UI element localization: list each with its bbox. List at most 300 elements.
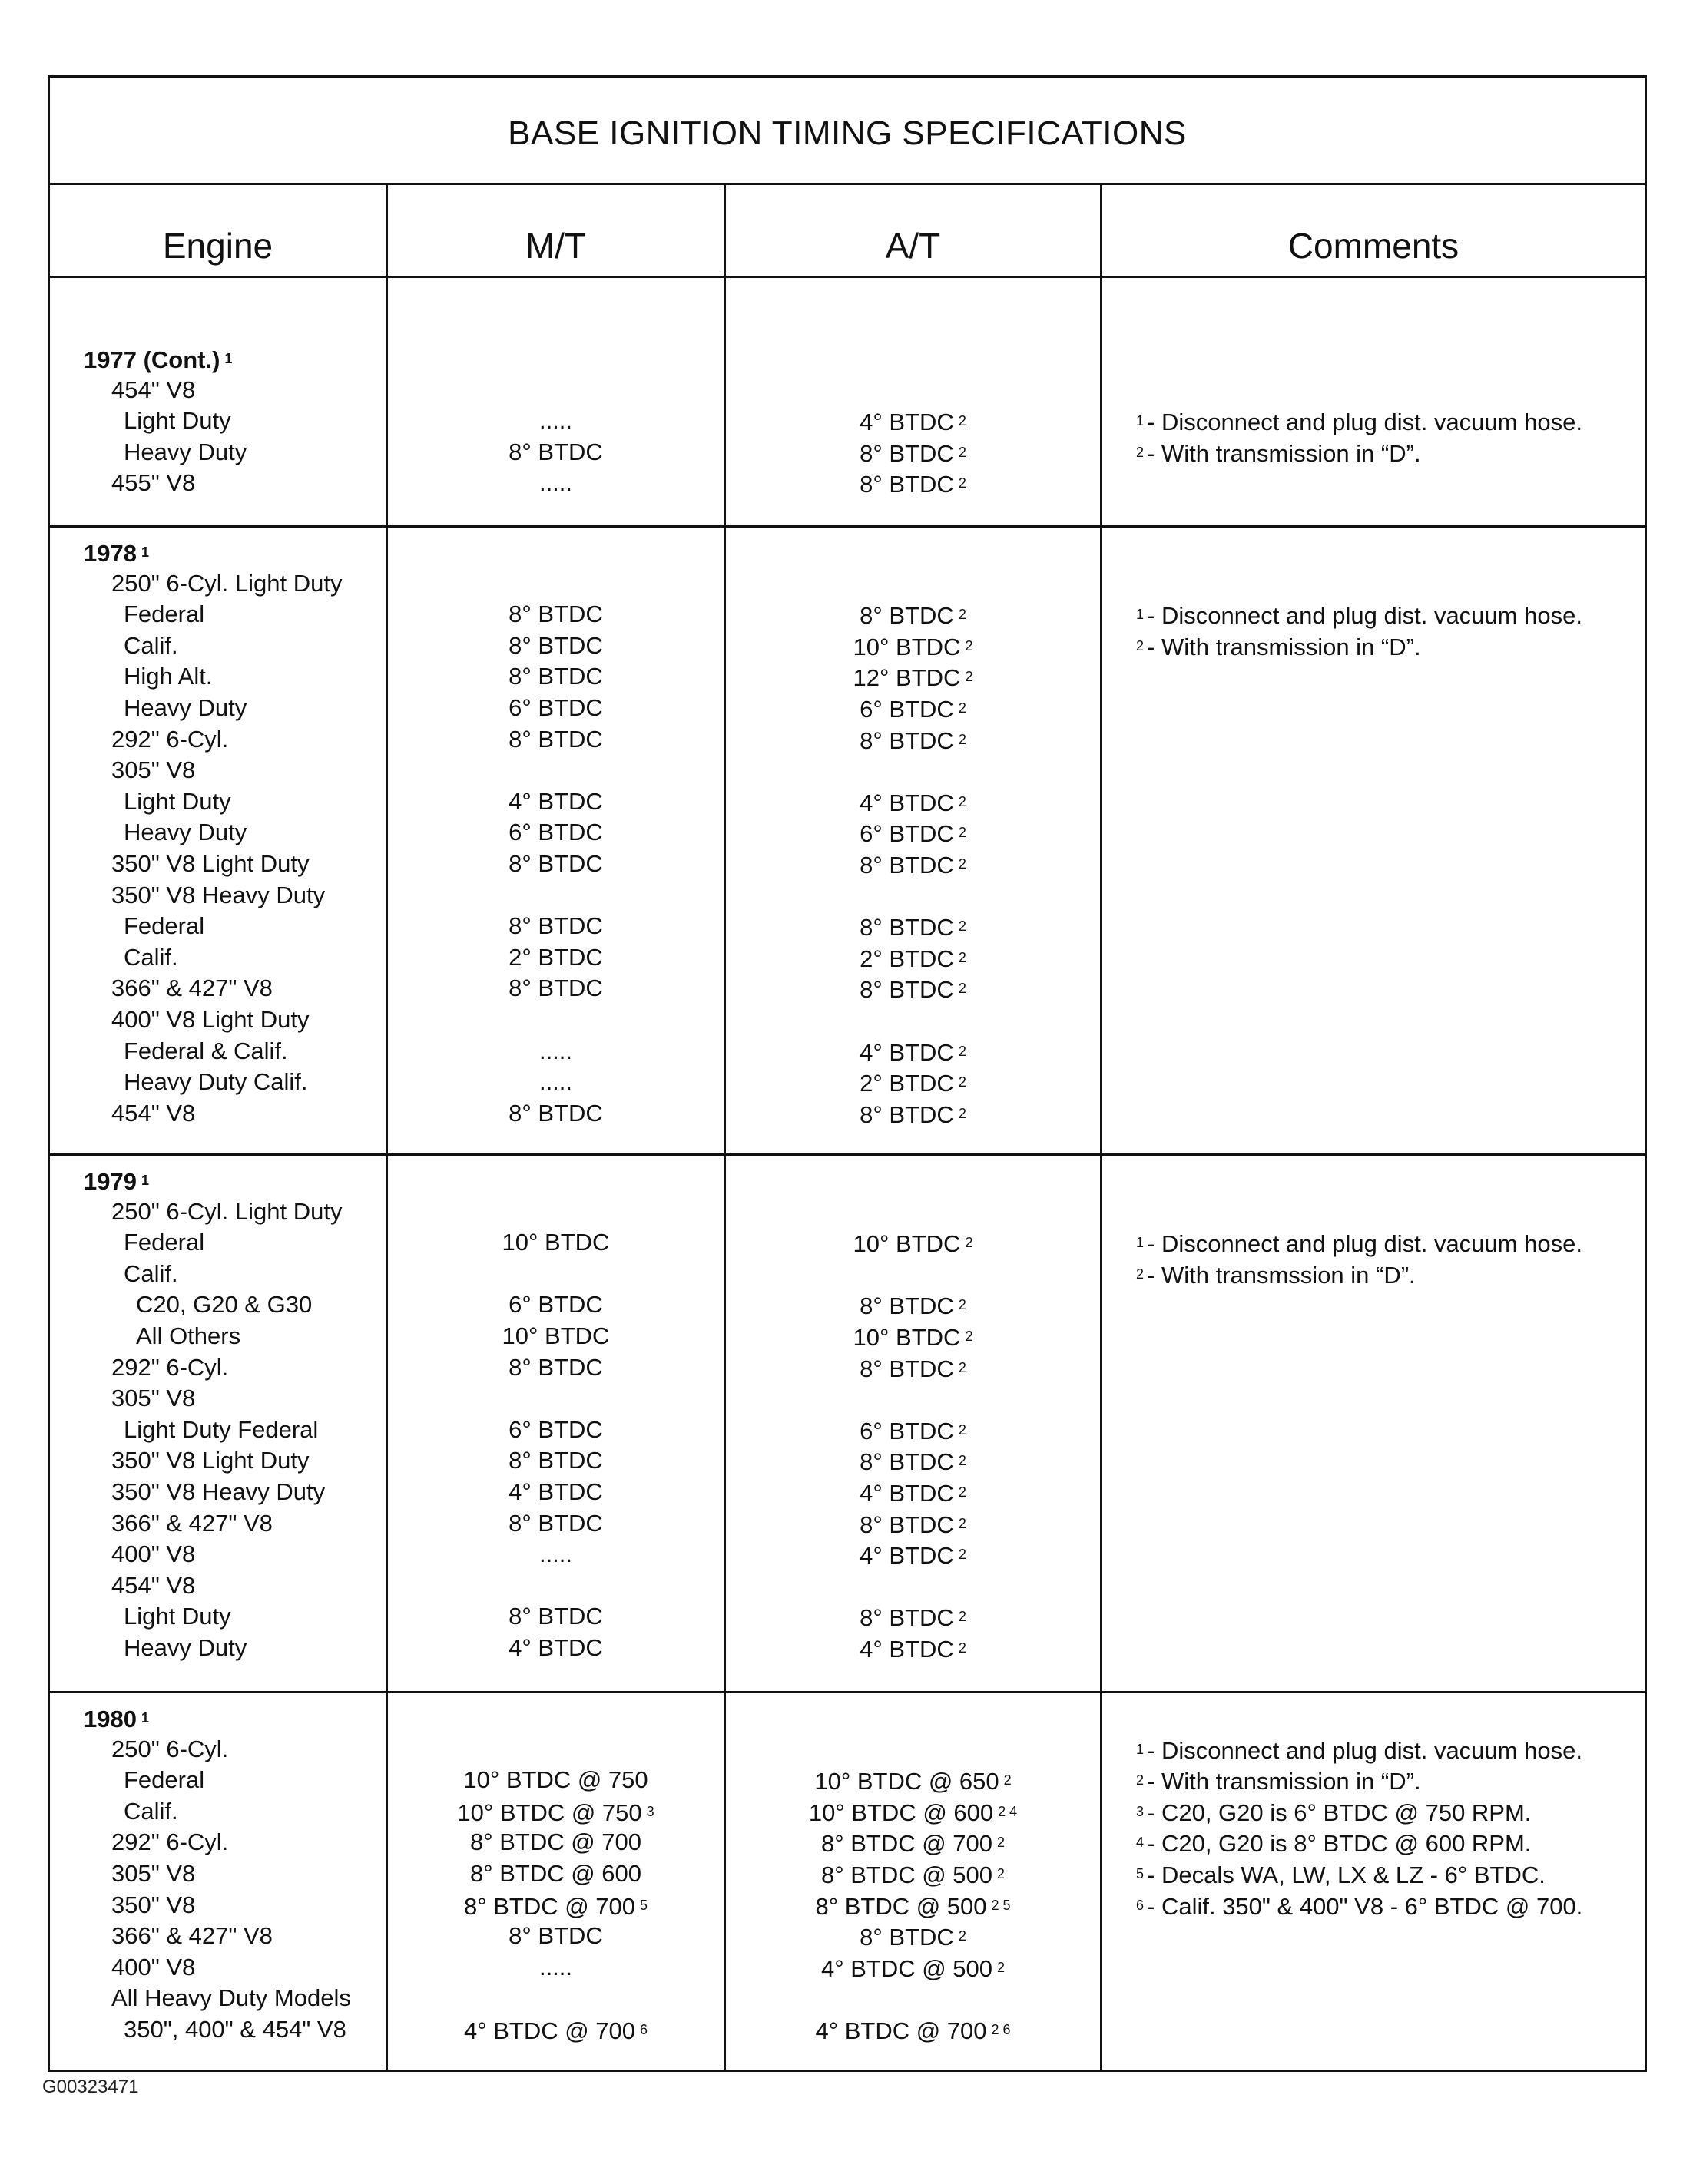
- header-mt: M/T: [388, 185, 726, 276]
- engine-label: [50, 1858, 386, 1890]
- engine-column: [50, 278, 388, 525]
- engine-label-text: Federal & Calif.: [124, 1037, 288, 1064]
- engine-label-text: Calif.: [124, 631, 178, 659]
- at-value: [726, 2014, 1100, 2046]
- at-value-text: 8° BTDC: [860, 1100, 954, 1128]
- at-value: [726, 1508, 1100, 1540]
- at-value: [726, 1445, 1100, 1477]
- engine-label: [50, 1383, 386, 1415]
- mt-value-text: .....: [538, 407, 573, 435]
- spacer: [1102, 1196, 1645, 1228]
- footnote-marker: 2: [958, 855, 966, 872]
- engine-label-text: 454" V8: [111, 1099, 196, 1127]
- engine-label-text: 305" V8: [111, 756, 196, 784]
- engine-label: [50, 375, 386, 406]
- mt-value: [388, 468, 724, 499]
- footnote-number: 1: [1136, 1235, 1145, 1251]
- footnote-marker: 2: [958, 1640, 966, 1656]
- at-value-text: 8° BTDC: [860, 1924, 954, 1951]
- footnote: [1102, 1765, 1645, 1796]
- mt-value: [388, 1508, 724, 1540]
- at-value: [726, 1415, 1100, 1446]
- mt-value: [388, 1952, 724, 1984]
- footnote-text: - With transmission in “D”.: [1147, 439, 1421, 467]
- at-value-text: 8° BTDC: [860, 1511, 954, 1538]
- engine-label-text: Light Duty: [124, 787, 231, 815]
- mt-value-text: 10° BTDC @ 750: [457, 1798, 642, 1826]
- at-value-text: 10° BTDC: [853, 1230, 961, 1258]
- at-value: [726, 693, 1100, 724]
- engine-label-text: Federal: [124, 1229, 205, 1256]
- footnote-marker: 2: [965, 669, 973, 685]
- at-value-text: 4° BTDC @ 500: [820, 1954, 993, 1982]
- year-heading: [50, 343, 386, 375]
- mt-value: [388, 1289, 724, 1321]
- mt-value-text: .....: [538, 1068, 573, 1096]
- engine-column: [50, 528, 388, 1153]
- engine-label-text: Calif.: [124, 1797, 178, 1825]
- engine-label: [50, 1539, 386, 1570]
- at-value-text: 8° BTDC: [860, 726, 954, 754]
- at-value: [726, 1383, 1100, 1415]
- footnote-marker: 3: [646, 1803, 654, 1819]
- engine-label: [50, 1477, 386, 1508]
- mt-value: [388, 343, 724, 375]
- footnote-marker: 2: [965, 1328, 973, 1344]
- engine-label-text: Federal: [124, 1766, 205, 1794]
- at-value-text: 10° BTDC @ 600: [808, 1798, 994, 1826]
- engine-label-text: 350" V8 Light Duty: [111, 1447, 310, 1474]
- at-value-text: 10° BTDC @ 650: [814, 1768, 999, 1795]
- mt-value: [388, 1036, 724, 1067]
- engine-label-text: Calif.: [124, 943, 178, 971]
- mt-value-text: 4° BTDC @ 700: [463, 2017, 636, 2044]
- at-value-text: 8° BTDC: [860, 1448, 954, 1476]
- at-value-text: 8° BTDC @ 500: [815, 1892, 987, 1920]
- at-value: [726, 880, 1100, 912]
- mt-value-text: 6° BTDC: [509, 1291, 603, 1319]
- engine-label-text: Federal: [124, 601, 205, 628]
- footnote-number: 2: [1136, 444, 1145, 460]
- engine-label-text: All Others: [136, 1322, 241, 1349]
- engine-label: [50, 1827, 386, 1858]
- at-value: [726, 1601, 1100, 1633]
- at-value-text: 8° BTDC: [860, 851, 954, 879]
- year-section: [50, 278, 1645, 528]
- mt-value-text: 4° BTDC: [509, 1633, 603, 1661]
- footnote-number: 2: [1136, 637, 1145, 654]
- engine-label-text: 292" 6-Cyl.: [111, 1828, 229, 1856]
- engine-label: [50, 2014, 386, 2046]
- at-value: [726, 1796, 1100, 1828]
- mt-value: [388, 1227, 724, 1259]
- engine-label: [50, 630, 386, 662]
- mt-value: [388, 1196, 724, 1228]
- at-value-text: 8° BTDC: [860, 1355, 954, 1382]
- engine-label-text: 366" & 427" V8: [111, 975, 273, 1002]
- at-value-text: 6° BTDC: [860, 695, 954, 723]
- at-value-text: 8° BTDC: [860, 439, 954, 467]
- engine-label: [50, 1415, 386, 1446]
- at-value-text: 4° BTDC: [860, 789, 954, 816]
- footnote: [1102, 630, 1645, 662]
- figure-code: G00323471: [42, 2076, 139, 2097]
- footnote-marker: 2 4: [998, 1803, 1018, 1819]
- engine-label: [50, 1765, 386, 1796]
- engine-label-text: Light Duty: [124, 407, 231, 435]
- engine-label-text: 250" 6-Cyl. Light Duty: [111, 569, 343, 597]
- mt-value: [388, 1703, 724, 1734]
- mt-value: [388, 661, 724, 693]
- mt-value: [388, 2014, 724, 2046]
- footnote: [1102, 1890, 1645, 1921]
- mt-value-text: 8° BTDC: [509, 975, 603, 1002]
- at-value: [726, 1067, 1100, 1098]
- footnote-marker: 2 5: [991, 1897, 1011, 1913]
- mt-value: [388, 568, 724, 600]
- mt-value: [388, 973, 724, 1004]
- spacer: [1102, 343, 1645, 375]
- mt-value-text: 6° BTDC: [509, 819, 603, 846]
- mt-column: [388, 528, 726, 1153]
- mt-value: [388, 1734, 724, 1765]
- engine-label: [50, 849, 386, 880]
- at-value-text: 6° BTDC: [860, 1417, 954, 1444]
- mt-value: [388, 1601, 724, 1633]
- engine-label-text: High Alt.: [124, 663, 213, 690]
- footnote-marker: 2: [958, 981, 966, 997]
- at-value: [726, 1734, 1100, 1765]
- at-value-text: 8° BTDC @ 500: [820, 1861, 993, 1888]
- mt-value-text: 8° BTDC: [509, 601, 603, 628]
- engine-label-text: 350", 400" & 454" V8: [124, 2015, 346, 2043]
- header-comments: Comments: [1287, 226, 1459, 266]
- comments-column: [1102, 1693, 1645, 2070]
- at-column: [726, 1693, 1102, 2070]
- footnote-number: 1: [1136, 1741, 1145, 1757]
- mt-value: [388, 1165, 724, 1196]
- at-value: [726, 1352, 1100, 1384]
- engine-label-text: 400" V8 Light Duty: [111, 1005, 310, 1033]
- engine-label: [50, 1098, 386, 1130]
- footnote-marker: 2: [958, 1043, 966, 1059]
- mt-value-text: 8° BTDC @ 600: [469, 1859, 642, 1887]
- engine-label-text: 400" V8: [111, 1953, 196, 1980]
- engine-label: [50, 1983, 386, 2014]
- mt-value: [388, 1352, 724, 1384]
- at-value-text: 10° BTDC: [853, 1323, 961, 1351]
- at-value: [726, 1983, 1100, 2014]
- at-value: [726, 817, 1100, 849]
- at-column: [726, 1156, 1102, 1691]
- mt-value: [388, 1983, 724, 2014]
- footnote: [1102, 1827, 1645, 1858]
- engine-label: [50, 1890, 386, 1921]
- footnote-marker: 2: [958, 1421, 966, 1438]
- at-value-text: 6° BTDC: [860, 820, 954, 848]
- footnote: [1102, 599, 1645, 630]
- at-value: [726, 911, 1100, 942]
- mt-value: [388, 437, 724, 468]
- at-value: [726, 1036, 1100, 1067]
- footnote: [1102, 1796, 1645, 1828]
- footnote: [1102, 1259, 1645, 1290]
- mt-value-text: .....: [538, 1037, 573, 1064]
- comments-column: [1102, 1156, 1645, 1691]
- at-column: [726, 528, 1102, 1153]
- mt-value-text: 8° BTDC: [509, 631, 603, 659]
- engine-label-text: Heavy Duty: [124, 819, 247, 846]
- footnote-marker: 2: [1003, 1772, 1012, 1789]
- at-value-text: 2° BTDC: [860, 1070, 954, 1097]
- footnote-number: 6: [1136, 1897, 1145, 1913]
- footnote-marker: 2: [958, 444, 966, 460]
- at-value: [726, 1890, 1100, 1921]
- engine-label: [50, 1067, 386, 1098]
- engine-label: [50, 1259, 386, 1290]
- mt-value-text: 8° BTDC @ 700: [469, 1828, 642, 1856]
- at-value: [726, 786, 1100, 818]
- footnote-number: 2: [1136, 1266, 1145, 1282]
- timing-spec-table: [48, 75, 1647, 2072]
- footnote-number: 3: [1136, 1803, 1145, 1819]
- engine-label: [50, 1734, 386, 1765]
- mt-value: [388, 1827, 724, 1858]
- footnote-marker: 2: [958, 949, 966, 965]
- header-at: A/T: [726, 185, 1102, 276]
- at-value: [726, 1952, 1100, 1984]
- at-value: [726, 1098, 1100, 1130]
- mt-value-text: 8° BTDC: [509, 912, 603, 940]
- footnote-marker: 2: [958, 1105, 966, 1121]
- at-value: [726, 942, 1100, 974]
- engine-label-text: 305" V8: [111, 1859, 196, 1887]
- mt-value: [388, 1321, 724, 1352]
- footnote-marker: 2: [958, 1453, 966, 1469]
- year-section: [50, 528, 1645, 1156]
- mt-value-text: 10° BTDC: [502, 1229, 610, 1256]
- footnote: [1102, 437, 1645, 468]
- footnote-text: - Calif. 350" & 400" V8 - 6° BTDC @ 700.: [1147, 1892, 1583, 1920]
- year-heading-text: 1977 (Cont.): [84, 346, 220, 373]
- mt-value: [388, 1633, 724, 1664]
- at-value: [726, 1703, 1100, 1734]
- at-value: [726, 1921, 1100, 1952]
- at-column: [726, 278, 1102, 525]
- engine-label: [50, 1601, 386, 1633]
- year-heading: [50, 1703, 386, 1734]
- footnote-number: 1: [1136, 413, 1145, 429]
- spacer: [1102, 375, 1645, 406]
- engine-label: [50, 973, 386, 1004]
- mt-value-text: 8° BTDC: [509, 1447, 603, 1474]
- mt-value: [388, 405, 724, 437]
- mt-value: [388, 1383, 724, 1415]
- footnote-text: - C20, G20 is 8° BTDC @ 600 RPM.: [1147, 1830, 1532, 1858]
- footnote-marker: 2: [997, 1959, 1006, 1975]
- year-heading: [50, 537, 386, 568]
- footnote-marker: 1: [141, 544, 149, 560]
- mt-value-text: 4° BTDC: [509, 787, 603, 815]
- at-value-text: 4° BTDC: [860, 1038, 954, 1066]
- at-value-text: 8° BTDC: [860, 602, 954, 630]
- mt-value: [388, 1004, 724, 1036]
- footnote-number: 2: [1136, 1772, 1145, 1789]
- engine-label: [50, 1004, 386, 1036]
- engine-label: [50, 1321, 386, 1352]
- engine-label-text: 350" V8: [111, 1891, 196, 1918]
- spacer: [1102, 1703, 1645, 1734]
- engine-label-text: 366" & 427" V8: [111, 1922, 273, 1950]
- footnote-marker: 2: [958, 793, 966, 809]
- engine-label-text: Federal: [124, 912, 205, 940]
- mt-value-text: 4° BTDC: [509, 1478, 603, 1505]
- footnote-number: 1: [1136, 607, 1145, 623]
- footnote: [1102, 1227, 1645, 1259]
- footnote: [1102, 1858, 1645, 1890]
- spacer: [1102, 1165, 1645, 1196]
- footnote: [1102, 1734, 1645, 1765]
- at-value-text: 8° BTDC: [860, 471, 954, 498]
- footnote-marker: 2: [965, 1235, 973, 1251]
- engine-label: [50, 568, 386, 600]
- footnote-marker: 2: [958, 607, 966, 623]
- mt-value: [388, 1796, 724, 1828]
- footnote-marker: 1: [141, 1710, 149, 1726]
- engine-label: [50, 817, 386, 849]
- mt-value: [388, 942, 724, 974]
- mt-value: [388, 375, 724, 406]
- mt-value: [388, 630, 724, 662]
- at-value: [726, 568, 1100, 600]
- engine-label-text: 292" 6-Cyl.: [111, 1353, 229, 1381]
- mt-value: [388, 1921, 724, 1952]
- mt-value-text: .....: [538, 469, 573, 497]
- engine-label-text: 250" 6-Cyl.: [111, 1735, 229, 1762]
- mt-value: [388, 1477, 724, 1508]
- mt-value-text: 8° BTDC: [509, 438, 603, 465]
- at-value: [726, 375, 1100, 406]
- at-value-text: 4° BTDC: [860, 1542, 954, 1570]
- mt-value-text: 8° BTDC: [509, 725, 603, 753]
- engine-label-text: 305" V8: [111, 1385, 196, 1412]
- engine-label-text: Heavy Duty: [124, 1633, 247, 1661]
- footnote-marker: 2: [958, 1484, 966, 1500]
- engine-label-text: 350" V8 Light Duty: [111, 849, 310, 877]
- engine-label: [50, 1921, 386, 1952]
- at-value: [726, 537, 1100, 568]
- engine-label: [50, 468, 386, 499]
- engine-label-text: 250" 6-Cyl. Light Duty: [111, 1197, 343, 1225]
- footnote-marker: 2: [958, 1609, 966, 1625]
- engine-label-text: 455" V8: [111, 469, 196, 497]
- footnote-marker: 1: [224, 351, 233, 366]
- footnote-marker: 2: [958, 413, 966, 429]
- engine-label-text: Heavy Duty Calif.: [124, 1068, 308, 1096]
- at-value-text: 8° BTDC: [860, 1604, 954, 1632]
- comments-column: [1102, 278, 1645, 525]
- header-engine: Engine: [50, 185, 388, 276]
- footnote-marker: 2: [997, 1835, 1006, 1851]
- mt-value: [388, 724, 724, 756]
- mt-column: [388, 278, 726, 525]
- at-value: [726, 1539, 1100, 1570]
- footnote-marker: 2: [997, 1865, 1006, 1881]
- footnote-marker: 2: [958, 1297, 966, 1313]
- at-value: [726, 1633, 1100, 1664]
- at-value: [726, 1765, 1100, 1796]
- at-value: [726, 724, 1100, 756]
- footnote-marker: 2 6: [991, 2021, 1011, 2037]
- mt-value-text: 8° BTDC: [509, 1922, 603, 1950]
- engine-label: [50, 1508, 386, 1540]
- at-value: [726, 849, 1100, 880]
- mt-value: [388, 537, 724, 568]
- mt-value: [388, 1890, 724, 1921]
- engine-label: [50, 1352, 386, 1384]
- footnote-marker: 1: [141, 1173, 149, 1188]
- mt-value: [388, 849, 724, 880]
- mt-value-text: 8° BTDC @ 700: [463, 1892, 636, 1920]
- at-value: [726, 755, 1100, 786]
- at-value-text: 4° BTDC: [860, 1479, 954, 1507]
- footnote-text: - With transmssion in “D”.: [1147, 1261, 1416, 1289]
- mt-value-text: 8° BTDC: [509, 1353, 603, 1381]
- year-section: [50, 1156, 1645, 1693]
- engine-label: [50, 911, 386, 942]
- at-value: [726, 1259, 1100, 1290]
- footnote-marker: 6: [640, 2021, 648, 2037]
- engine-label: [50, 1036, 386, 1067]
- year-heading-text: 1979: [84, 1168, 137, 1195]
- engine-label: [50, 1570, 386, 1602]
- mt-value: [388, 1570, 724, 1602]
- at-value-text: 8° BTDC: [860, 914, 954, 941]
- mt-value-text: 8° BTDC: [509, 663, 603, 690]
- mt-value-text: .....: [538, 1953, 573, 1980]
- year-heading-text: 1978: [84, 540, 137, 567]
- footnote-text: - Disconnect and plug dist. vacuum hose.: [1147, 1736, 1582, 1764]
- engine-label-text: 292" 6-Cyl.: [111, 725, 229, 753]
- engine-label: [50, 1289, 386, 1321]
- mt-value-text: 8° BTDC: [509, 849, 603, 877]
- mt-value: [388, 817, 724, 849]
- mt-value: [388, 1067, 724, 1098]
- at-value-text: 4° BTDC: [860, 409, 954, 436]
- year-heading-text: 1980: [84, 1706, 137, 1732]
- at-value: [726, 661, 1100, 693]
- engine-label: [50, 1227, 386, 1259]
- at-value: [726, 973, 1100, 1004]
- mt-value-text: 6° BTDC: [509, 693, 603, 721]
- mt-value: [388, 1858, 724, 1890]
- engine-label-text: Heavy Duty: [124, 438, 247, 465]
- engine-label: [50, 661, 386, 693]
- engine-label-text: C20, G20 & G30: [136, 1291, 313, 1319]
- at-value: [726, 1196, 1100, 1228]
- at-value-text: 8° BTDC: [860, 1292, 954, 1320]
- at-value: [726, 599, 1100, 630]
- at-value: [726, 630, 1100, 662]
- mt-value-text: 10° BTDC: [502, 1322, 610, 1349]
- at-value: [726, 437, 1100, 468]
- engine-label: [50, 786, 386, 818]
- at-value-text: 12° BTDC: [853, 664, 961, 692]
- footnote-marker: 2: [958, 1928, 966, 1944]
- footnote-text: - With transmission in “D”.: [1147, 1768, 1421, 1795]
- mt-value-text: 8° BTDC: [509, 1099, 603, 1127]
- mt-value: [388, 880, 724, 912]
